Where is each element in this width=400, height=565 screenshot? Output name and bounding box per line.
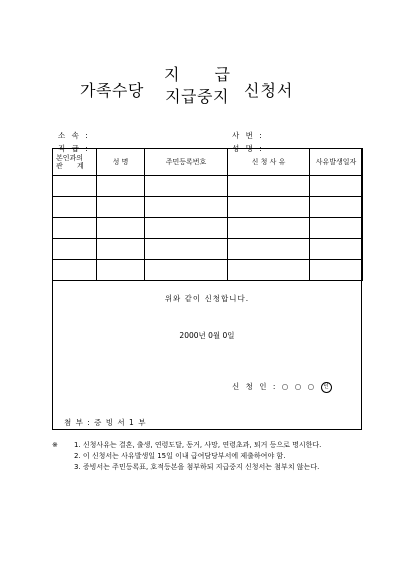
dependents-table bbox=[52, 148, 363, 281]
title-stack-top-char-2: 급 bbox=[214, 65, 230, 84]
cell-date[interactable] bbox=[310, 260, 363, 281]
header-rrn: 주민등록번호 bbox=[145, 149, 228, 176]
position-label: 직 급 : bbox=[58, 144, 90, 153]
header-relation-line2: 관 계 bbox=[56, 162, 90, 170]
table-row bbox=[53, 260, 363, 281]
title-prefix: 가족수당 bbox=[80, 81, 144, 100]
cell-relation[interactable] bbox=[53, 239, 97, 260]
cell-rrn[interactable] bbox=[145, 197, 228, 218]
note-item bbox=[52, 451, 372, 462]
cell-rrn[interactable] bbox=[145, 176, 228, 197]
cell-date[interactable] bbox=[310, 239, 363, 260]
seal-icon: 인 bbox=[321, 382, 332, 393]
cell-reason[interactable] bbox=[228, 260, 310, 281]
table-header-row bbox=[53, 149, 363, 176]
cell-relation[interactable] bbox=[53, 260, 97, 281]
header-date: 사유발생일자 bbox=[310, 149, 363, 176]
note-mark: ※ bbox=[52, 441, 58, 449]
cell-reason[interactable] bbox=[228, 176, 310, 197]
header-relation bbox=[53, 149, 97, 176]
name-label: 성 명 : bbox=[232, 144, 264, 153]
application-statement: 위와 같이 신청합니다. bbox=[164, 294, 250, 303]
cell-date[interactable] bbox=[310, 176, 363, 197]
applicant-label: 신 청 인 : ○ ○ ○ bbox=[232, 382, 317, 391]
cell-relation[interactable] bbox=[53, 218, 97, 239]
cell-relation[interactable] bbox=[53, 176, 97, 197]
note-text: 1. 신청사유는 결혼, 출생, 연령도달, 동거, 사망, 연령초과, 퇴거 등으로 명시한다. bbox=[74, 441, 322, 449]
cell-name[interactable] bbox=[97, 260, 145, 281]
cell-name[interactable] bbox=[97, 197, 145, 218]
note-text: 3. 증빙서는 주민등록표, 호적등본을 첨부하되 지급중지 신청서는 첨부치 않는다. bbox=[74, 463, 320, 471]
badge-number-label: 사 번 : bbox=[232, 131, 264, 140]
header-reason: 신 청 사 유 bbox=[228, 149, 310, 176]
table-row bbox=[53, 218, 363, 239]
title-stack-top bbox=[158, 62, 236, 85]
cell-name[interactable] bbox=[97, 239, 145, 260]
cell-rrn[interactable] bbox=[145, 218, 228, 239]
cell-relation[interactable] bbox=[53, 197, 97, 218]
cell-rrn[interactable] bbox=[145, 239, 228, 260]
badge-number-field[interactable] bbox=[232, 130, 264, 141]
affiliation-label: 소 속 : bbox=[58, 131, 90, 140]
note-item bbox=[52, 462, 372, 473]
affiliation-field[interactable] bbox=[58, 130, 90, 141]
title-suffix: 신청서 bbox=[244, 81, 294, 100]
title-stack-top-char-1: 지 bbox=[164, 65, 180, 84]
note-item bbox=[52, 440, 372, 451]
header-name: 성 명 bbox=[97, 149, 145, 176]
cell-reason[interactable] bbox=[228, 239, 310, 260]
cell-date[interactable] bbox=[310, 197, 363, 218]
table-row bbox=[53, 197, 363, 218]
cell-rrn[interactable] bbox=[145, 260, 228, 281]
form-title bbox=[0, 56, 400, 112]
table-row bbox=[53, 176, 363, 197]
application-date[interactable]: 2000년 0월 0일 bbox=[179, 331, 235, 340]
cell-reason[interactable] bbox=[228, 218, 310, 239]
attachment-line: 첨 부 : 증 빙 서 1 부 bbox=[64, 418, 147, 427]
cell-reason[interactable] bbox=[228, 197, 310, 218]
cell-name[interactable] bbox=[97, 218, 145, 239]
cell-name[interactable] bbox=[97, 176, 145, 197]
notes-section bbox=[52, 440, 372, 473]
cell-date[interactable] bbox=[310, 218, 363, 239]
applicant-line bbox=[232, 381, 332, 393]
note-text: 2. 이 신청서는 사유발생일 15일 이내 급여담당부서에 제출하여야 함. bbox=[74, 452, 286, 460]
table-row bbox=[53, 239, 363, 260]
header-relation-line1: 본인과의 bbox=[56, 154, 84, 162]
title-stack-bottom: 지급중지 bbox=[165, 87, 229, 106]
